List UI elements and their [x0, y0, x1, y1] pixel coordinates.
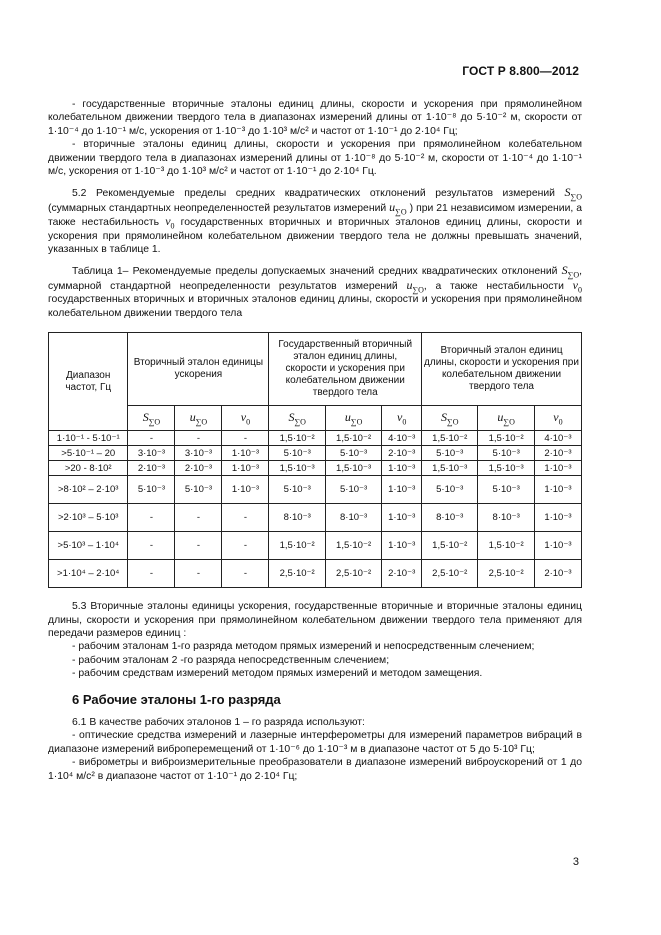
symbol-subscript: ∑O	[567, 270, 580, 280]
symbol-letter: u	[344, 410, 351, 425]
symbol-u	[389, 199, 407, 217]
table-cell: 1·10⁻³	[382, 461, 422, 476]
table-cell: 1,5·10⁻²	[422, 431, 478, 446]
table-row	[49, 560, 582, 588]
cell-range: >20 - 8·10²	[49, 461, 128, 476]
symbol-subscript: ∑O	[503, 417, 515, 427]
table-row	[49, 476, 582, 504]
symbol-subscript: ∑O	[350, 417, 363, 427]
cell-range: 1·10⁻¹ - 5·10⁻¹	[49, 431, 128, 446]
table-cell: 1·10⁻³	[534, 504, 581, 532]
text-segment: ) при 21 независимом измерении, а также нестабильность	[48, 202, 583, 229]
symbol-subscript: ∑O	[570, 192, 583, 202]
table-cell: 8·10⁻³	[422, 504, 478, 532]
table-cell: 3·10⁻³	[128, 446, 175, 461]
table-row	[49, 504, 582, 532]
symbol-letter: u	[406, 277, 413, 292]
header-group-secondary: Вторичный эталон единиц длины, скорости и ускорения при колебательном движении твердого тела	[422, 333, 582, 406]
symbol-subscript: ∑O	[446, 417, 459, 427]
table-cell: 1·10⁻³	[534, 532, 581, 560]
table-cell: 5·10⁻³	[478, 476, 534, 504]
text-segment: 5.2 Рекомендуемые пределы средних квадратических отклонений результатов измерений	[72, 188, 555, 200]
paragraph-state-secondary-standards: - государственные вторичные эталоны единиц длины, скорости и ускорения при прямолинейном колебательном движении твердого тела в диапазонах измерений длины от 1·10⁻⁸ до 5·10⁻² м, скорости от 1·10⁻⁴ до 1·10⁻¹ м/с, ускорения от 1·10⁻³ до 1·10³ м/с² и частот от 1·10⁻¹ до 2·10⁴ Гц;	[48, 99, 582, 137]
table-cell: -	[175, 431, 222, 446]
table-caption	[48, 264, 582, 320]
table-cell: 1,5·10⁻³	[478, 461, 534, 476]
table-cell: 1,5·10⁻³	[269, 461, 325, 476]
header-v	[222, 406, 269, 431]
cell-range: >1·10⁴ – 2·10⁴	[49, 560, 128, 588]
symbol-v	[165, 214, 175, 231]
cell-range: >5·10³ – 1·10⁴	[49, 532, 128, 560]
table-cell: -	[128, 504, 175, 532]
table-cell: 1·10⁻³	[382, 504, 422, 532]
table-cell: 4·10⁻³	[534, 431, 581, 446]
symbol-letter: ν	[572, 277, 578, 292]
table-cell: 1·10⁻³	[534, 476, 581, 504]
spacer	[48, 256, 582, 264]
symbol-subscript: 0	[246, 417, 251, 427]
symbol-letter: u	[189, 410, 196, 425]
symbol-letter: ν	[553, 410, 559, 425]
symbol-letter: S	[288, 410, 295, 425]
table-cell: 5·10⁻³	[325, 476, 381, 504]
table-cell: 1,5·10⁻²	[478, 532, 534, 560]
table-cell: 1,5·10⁻²	[422, 532, 478, 560]
table-cell: 5·10⁻³	[128, 476, 175, 504]
header-u	[478, 406, 534, 431]
table-cell: 5·10⁻³	[422, 476, 478, 504]
symbol-v	[572, 277, 582, 295]
symbol-letter: ν	[240, 410, 247, 425]
table-cell: 2·10⁻³	[128, 461, 175, 476]
table-cell: -	[175, 504, 222, 532]
cell-range: >2·10³ – 5·10³	[49, 504, 128, 532]
table-cell: 5·10⁻³	[269, 476, 325, 504]
table-cell: 2,5·10⁻²	[422, 560, 478, 588]
symbol-subscript: 0	[578, 285, 582, 295]
table-cell: 8·10⁻³	[478, 504, 534, 532]
symbol-subscript: 0	[170, 221, 175, 231]
standard-code: ГОСТ Р 8.800—2012	[462, 64, 579, 78]
table-cell: -	[222, 431, 269, 446]
text-segment: (суммарных стандартных неопределенностей результатов измерений	[48, 202, 387, 214]
table-cell: 5·10⁻³	[175, 476, 222, 504]
symbol-u	[406, 277, 424, 295]
table-cell: 4·10⁻³	[382, 431, 422, 446]
table-cell: 2·10⁻³	[382, 446, 422, 461]
header-group-state-secondary: Государственный вторичный эталон единиц длины, скорости и ускорения при колебательном движении твердого тела	[269, 333, 422, 406]
table-cell: 8·10⁻³	[269, 504, 325, 532]
table-cell: 1·10⁻³	[534, 461, 581, 476]
header-v	[534, 406, 581, 431]
table-cell: 2·10⁻³	[534, 446, 581, 461]
table-cell: -	[222, 560, 269, 588]
paragraph-6-1: 6.1 В качестве рабочих эталонов 1 – го разряда используют:	[72, 716, 365, 728]
section-heading: 6 Рабочие эталоны 1-го разряда	[72, 691, 281, 707]
table-cell: 2·10⁻³	[534, 560, 581, 588]
table-row	[49, 532, 582, 560]
table-cell: 8·10⁻³	[325, 504, 381, 532]
standards-table	[48, 332, 582, 588]
table-row	[49, 431, 582, 446]
table-cell: 2·10⁻³	[175, 461, 222, 476]
symbol-subscript: 0	[558, 417, 563, 427]
cell-range: >5·10⁻¹ – 20	[49, 446, 128, 461]
symbol-subscript: ∑O	[195, 417, 208, 427]
symbol-subscript: 0	[402, 417, 407, 427]
text-segment: , суммарной стандартной неопределенности результатов измерений	[48, 266, 583, 292]
table-cell: 1,5·10⁻²	[269, 532, 325, 560]
list-item: - оптические средства измерений и лазерные интерферометры для измерений параметров вибраций в диапазоне измерений виброперемещений от 1·10⁻⁶ до 1·10⁻³ м в диапазоне частот от 5 до 5·10³ Гц;	[48, 730, 582, 755]
symbol-letter: ν	[165, 214, 171, 229]
table-cell: 2,5·10⁻²	[325, 560, 381, 588]
table-cell: 2,5·10⁻²	[269, 560, 325, 588]
symbol-subscript: ∑O	[412, 285, 424, 295]
table-cell: 1,5·10⁻²	[269, 431, 325, 446]
symbol-subscript: ∑O	[148, 417, 161, 427]
header-group-acceleration: Вторичный эталон единицы ускорения	[128, 333, 269, 406]
table-cell: 1·10⁻³	[222, 476, 269, 504]
table-cell: 1·10⁻³	[222, 446, 269, 461]
table-cell: -	[222, 532, 269, 560]
list-item: - рабочим эталонам 2 -го разряда непосредственным слечением;	[72, 654, 390, 666]
header-frequency-range: Диапазон частот, Гц	[49, 333, 128, 431]
table-cell: 2,5·10⁻²	[478, 560, 534, 588]
table-cell: -	[175, 532, 222, 560]
table-cell: 3·10⁻³	[175, 446, 222, 461]
header-s	[269, 406, 325, 431]
header-s	[128, 406, 175, 431]
table-cell: 1·10⁻³	[382, 532, 422, 560]
main-text	[48, 98, 582, 783]
paragraph-secondary-standards: - вторичные эталоны единиц длины, скорости и ускорения при прямолинейном колебательном движении твердого тела в диапазонах измерений длины от 1·10⁻⁸ до 5·10⁻² м, скорости от 1·10⁻⁴ до 1·10⁻¹ м/с, ускорения от 1·10⁻³ до 1·10³ м/с² и частот от 1·10⁻¹ до 2·10⁴ Гц.	[48, 139, 582, 178]
table-cell: -	[222, 504, 269, 532]
symbol-letter: u	[389, 199, 396, 214]
list-item: - рабочим эталонам 1-го разряда методом прямых измерений и непосредственным слечением;	[72, 641, 535, 653]
list-item: - рабочим средствам измерений методом прямых измерений и методом замещения.	[72, 668, 483, 680]
symbol-letter: S	[564, 185, 571, 200]
table-cell: -	[128, 431, 175, 446]
symbol-letter: ν	[397, 410, 403, 425]
table-cell: 1,5·10⁻³	[422, 461, 478, 476]
table-cell: 1·10⁻³	[382, 476, 422, 504]
paragraph-5-2	[48, 186, 582, 256]
table-cell: 5·10⁻³	[422, 446, 478, 461]
cell-range: >8·10² – 2·10³	[49, 476, 128, 504]
table-cell: 1·10⁻³	[222, 461, 269, 476]
spacer	[48, 178, 582, 186]
paragraph-5-3: 5.3 Вторичные эталоны единицы ускорения, государственные вторичные и вторичные эталоны единиц длины, скорости и ускорения при прямолинейном колебательном движении твердого тела применяют для передачи размеров единиц :	[48, 601, 582, 639]
symbol-letter: S	[440, 410, 447, 425]
text-segment: государственных вторичных и вторичных эталонов единиц длины, скорости и ускорения при прямолинейном колебательном движении твердого тела не должны превышать значений, указанных в таблице 1.	[48, 217, 583, 256]
table-cell: -	[128, 532, 175, 560]
table-cell: 1,5·10⁻²	[325, 431, 381, 446]
symbol-s	[564, 185, 583, 202]
table-cell: -	[128, 560, 175, 588]
symbol-subscript: ∑O	[395, 207, 407, 217]
table-row	[49, 461, 582, 476]
table-cell: 2·10⁻³	[382, 560, 422, 588]
symbol-subscript: ∑O	[294, 417, 306, 427]
table-cell: -	[175, 560, 222, 588]
text-segment: государственных вторичных и вторичных эталонов единиц длины, скорости и ускорения при прямолинейном колебательном движении твердого тела	[48, 294, 582, 319]
table-cell: 5·10⁻³	[325, 446, 381, 461]
symbol-letter: S	[142, 410, 149, 425]
symbol-s	[561, 263, 580, 280]
list-item: - виброметры и виброизмерительные преобразователи в диапазоне измерений виброускорений от 1 до 1·10⁴ м/с² в диапазоне частот от 1·10⁻¹ до 2·10⁴ Гц;	[48, 757, 582, 782]
header-u	[175, 406, 222, 431]
header-v	[382, 406, 422, 431]
header-u	[325, 406, 381, 431]
text-segment: , а также нестабильности	[423, 280, 564, 292]
symbol-letter: S	[561, 263, 568, 278]
table-cell: 1,5·10⁻²	[325, 532, 381, 560]
symbol-letter: u	[497, 410, 504, 425]
table-cell: 1,5·10⁻³	[325, 461, 381, 476]
table-row	[49, 446, 582, 461]
table-cell: 5·10⁻³	[478, 446, 534, 461]
text-segment: Таблица 1– Рекомендуемые пределы допускаемых значений средних квадратических отклонений	[72, 266, 558, 278]
table-cell: 1,5·10⁻²	[478, 431, 534, 446]
table-cell: 5·10⁻³	[269, 446, 325, 461]
header-s	[422, 406, 478, 431]
page-number: 3	[572, 856, 579, 868]
